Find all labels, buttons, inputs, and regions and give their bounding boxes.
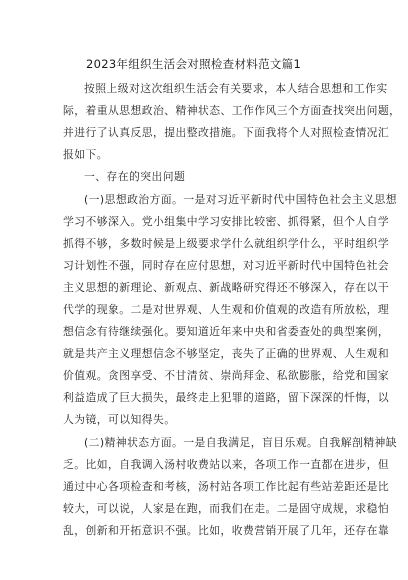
paragraph-line: (二)精神状态方面。一是自我满足，盲目乐观。自我解剖精神缺: [84, 436, 397, 449]
paragraph-line: 并进行了认真反思，提出整改措施。下面我将个人对照检查情况汇: [63, 126, 390, 139]
paragraph-line: 通过中心各项检查和考核，汤村站各项工作比起有些站差距还是比: [63, 480, 390, 493]
paragraph-line: 主义思想的新理论、新观点、新战略研究得还不够深入，存在以干: [63, 281, 390, 294]
paragraph-line: 代学的现象。二是对世界观、人生观和价值观的改造有所放松，理: [63, 303, 390, 316]
paragraph-line: 就是共产主义理想信念不够坚定，丧失了正确的世界观、人生观和: [63, 347, 390, 360]
document-title: 2023年组织生活会对照检查材料范文篇1: [86, 57, 302, 71]
paragraph-line: 人为镜，可以知得失。: [63, 413, 176, 426]
section-heading: 一、存在的突出问题: [84, 170, 186, 183]
paragraph-line: 利益造成了巨大损失，最终走上犯罪的道路，留下深深的忏悔，以: [63, 391, 390, 404]
paragraph-line: 习计划性不强，同时存在应付思想，对习近平新时代中国特色社会: [63, 259, 390, 272]
paragraph-line: 乱，创新和开拓意识不强。比如，收费营销开展了几年，还存在靠: [63, 524, 390, 537]
paragraph-line: 价值观。贪图享受、不甘清贫、崇尚拜金、私欲膨胀，给党和国家: [63, 369, 390, 382]
paragraph-line: 抓得不够，多数时候是上级要求学什么就组织学什么，平时组织学: [63, 237, 390, 250]
paragraph-line: 乏。比如，自我调入汤村收费站以来，各项工作一直都在进步，但: [63, 458, 390, 471]
paragraph-line: (一)思想政治方面。一是对习近平新时代中国特色社会主义思想: [84, 193, 397, 206]
paragraph-line: 学习不够深入。党小组集中学习安排比较密、抓得紧，但个人自学: [63, 215, 390, 228]
paragraph-line: 想信念有待继续强化。要知道近年来中央和省委查处的典型案例，: [63, 325, 390, 338]
paragraph-line: 较大，可以说，人家是在跑，而我们在走。二是固守成规，求稳怕: [63, 502, 390, 515]
paragraph-line: 按照上级对这次组织生活会有关要求，本人结合思想和工作实: [84, 82, 388, 95]
paragraph-line: 报如下。: [63, 148, 108, 161]
paragraph-line: 际，着重从思想政治、精神状态、工作作风三个方面查找突出问题，: [63, 104, 401, 117]
